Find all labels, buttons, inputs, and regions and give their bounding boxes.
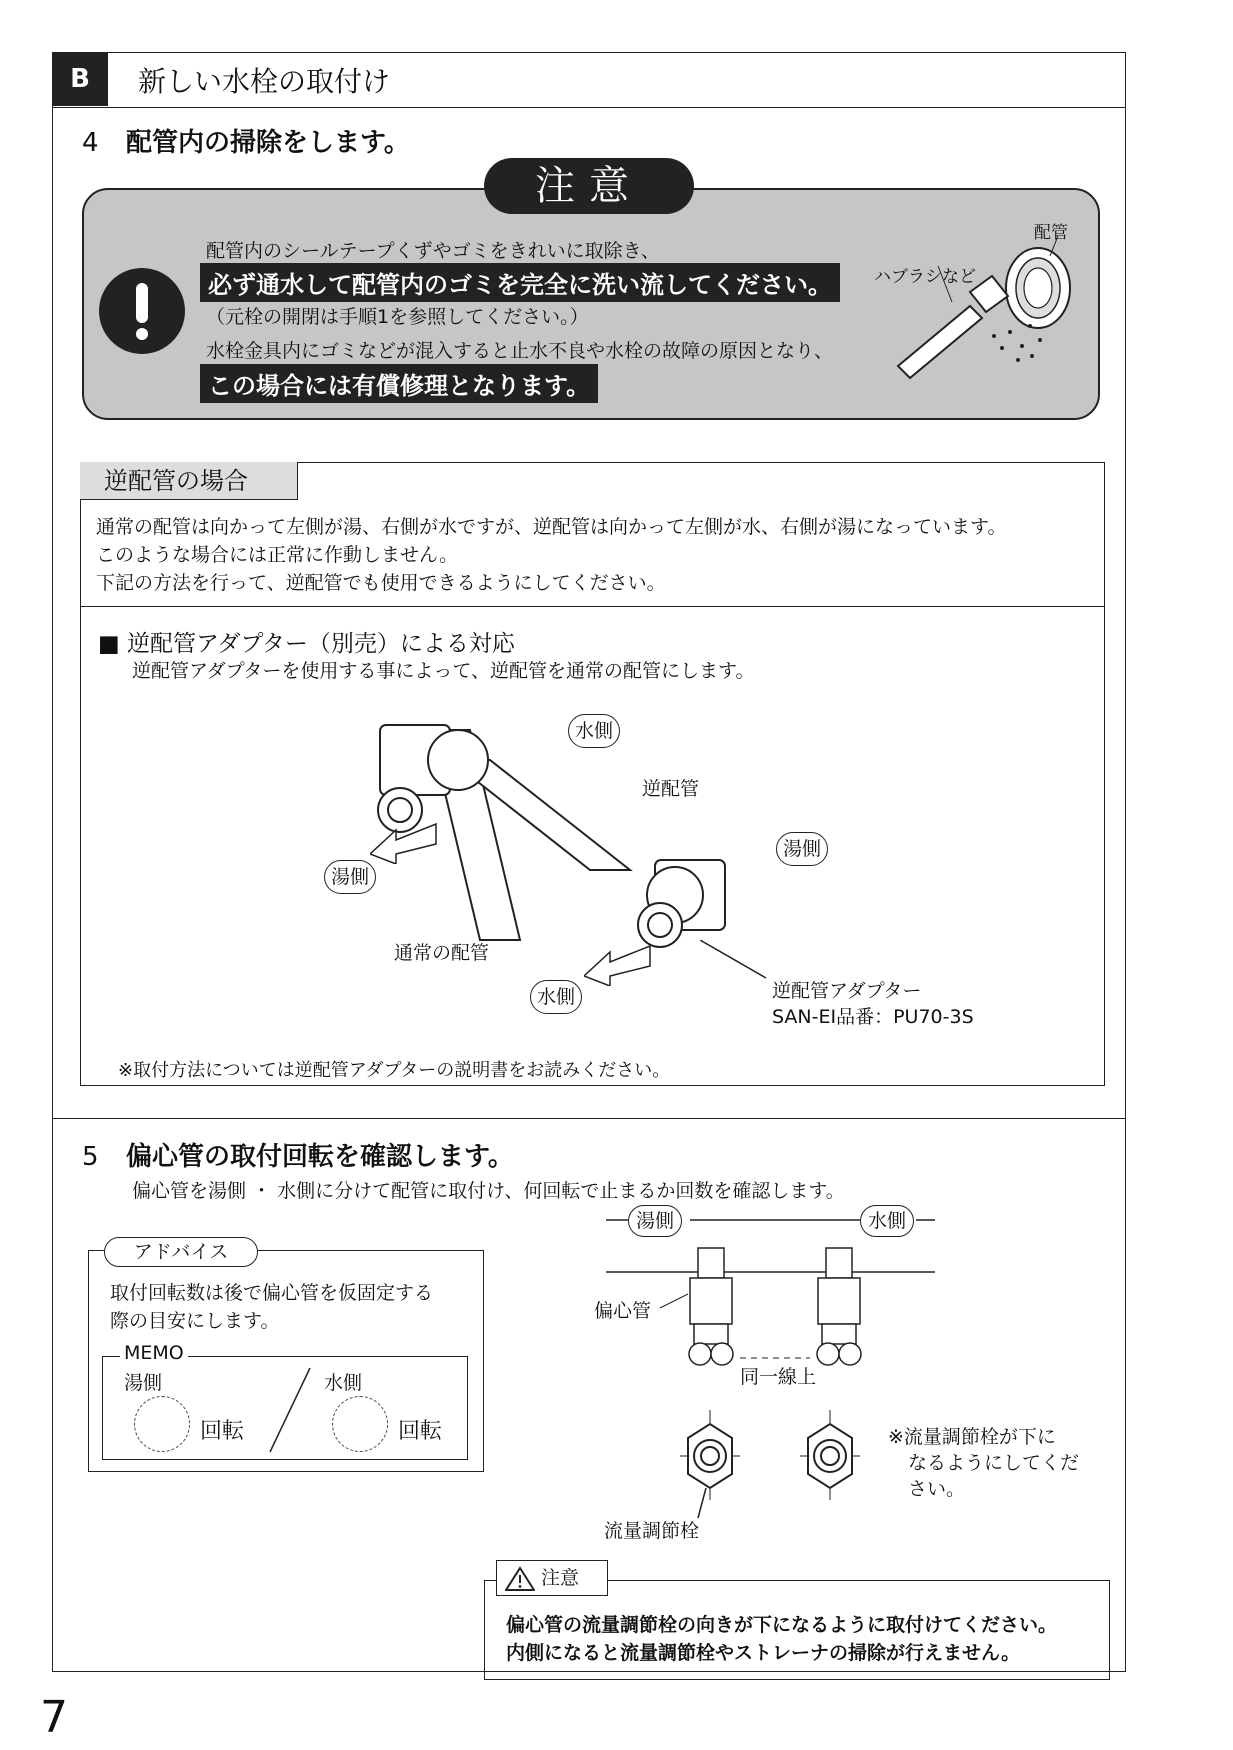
fig5-note3: さい。 <box>908 1478 966 1500</box>
step5-title: 偏心管の取付回転を確認します。 <box>126 1142 514 1172</box>
fig-adapter: 逆配管アダプター <box>772 980 922 1002</box>
reverse-p3: 下記の方法を行って、逆配管でも使用できるようにしてください。 <box>96 572 666 594</box>
section-header <box>52 52 1126 108</box>
advice-text2: 際の目安にします。 <box>110 1310 280 1332</box>
fig5-eccentric: 偏心管 <box>594 1300 652 1322</box>
caution-highlight2: この場合には有償修理となります。 <box>200 364 598 403</box>
caution-title: 注意 <box>484 158 694 214</box>
caution2-line1: 偏心管の流量調節栓の向きが下になるように取付けてください。 <box>506 1614 1058 1636</box>
reverse-p2: このような場合には正常に作動しません。 <box>96 544 459 566</box>
debris-icon <box>992 324 1042 362</box>
flow-valve-water-icon <box>800 1410 860 1500</box>
fig-part-no: SAN-EI品番：PU70-3S <box>772 1006 974 1028</box>
reverse-p1: 通常の配管は向かって左側が湯、右側が水ですが、逆配管は向かって左側が水、右側が湯になっています。 <box>96 516 1007 538</box>
fig-water-top: 水側 <box>568 714 620 748</box>
eccentric-pipe-hot <box>689 1248 733 1365</box>
flow-valve-illustration <box>680 1410 880 1520</box>
label-brush: ハブラシなど <box>874 267 976 287</box>
memo-hot: 湯側 <box>124 1372 163 1394</box>
eccentric-pipe-water <box>817 1248 861 1365</box>
caution2-tab-label: 注意 <box>541 1567 580 1589</box>
fig5-flow-valve: 流量調節栓 <box>604 1520 700 1542</box>
memo-slash <box>266 1366 316 1456</box>
caution-line2: （元栓の開閉は手順1を参照してください。） <box>206 306 589 328</box>
step5-desc: 偏心管を湯側 ・ 水側に分けて配管に取付け、何回転で止まるか回数を確認します。 <box>132 1180 845 1202</box>
brush-pipe-illustration <box>890 236 1090 386</box>
fig-hot-left: 湯側 <box>324 860 376 894</box>
section-letter: B <box>52 52 108 106</box>
fig5-water: 水側 <box>860 1205 914 1237</box>
caution-line3: 水栓金具内にゴミなどが混入すると止水不良や水栓の故障の原因となり、 <box>206 340 834 362</box>
fig-normal-pipe: 通常の配管 <box>394 942 490 964</box>
step5-number: 5 <box>82 1142 99 1172</box>
fig-hot-right: 湯側 <box>776 832 828 866</box>
caution2-tab <box>496 1560 608 1596</box>
page-number: 7 <box>40 1692 68 1743</box>
advice-tab: アドバイス <box>104 1237 258 1267</box>
reverse-piping-tab: 逆配管の場合 <box>80 462 298 500</box>
flow-valve-hot-icon <box>680 1410 740 1500</box>
memo-label: MEMO <box>120 1342 188 1364</box>
step4-title: 配管内の掃除をします。 <box>126 128 410 158</box>
reverse-note: ※取付方法については逆配管アダプターの説明書をお読みください。 <box>118 1060 671 1081</box>
fig5-sameline: 同一線上 <box>740 1366 817 1388</box>
advice-text1: 取付回転数は後で偏心管を仮固定する <box>110 1282 434 1304</box>
fig-reverse-pipe: 逆配管 <box>642 778 700 800</box>
caution2-line2: 内側になると流量調節栓やストレーナの掃除が行えません。 <box>506 1642 1021 1664</box>
memo-water: 水側 <box>324 1372 363 1394</box>
reverse-subtext: 逆配管アダプターを使用する事によって、逆配管を通常の配管にします。 <box>132 660 755 682</box>
caution-highlight1: 必ず通水して配管内のゴミを完全に洗い流してください。 <box>200 263 840 302</box>
fig5-hot: 湯側 <box>628 1205 682 1237</box>
caution-line1: 配管内のシールテープくずやゴミをきれいに取除き、 <box>206 240 660 262</box>
arrow-water-icon <box>584 942 654 986</box>
toothbrush-icon <box>898 266 1008 378</box>
pipe-icon <box>1006 236 1070 328</box>
memo-turn2: 回転 <box>398 1419 443 1444</box>
step5-heading <box>82 1136 514 1173</box>
section-title: 新しい水栓の取付け <box>138 65 391 98</box>
memo-water-circle[interactable] <box>332 1396 388 1452</box>
reverse-subhead: ■ 逆配管アダプター（別売）による対応 <box>98 631 515 657</box>
fig5-note2: なるようにしてくだ <box>908 1452 1080 1474</box>
fig5-note1: ※流量調節栓が下に <box>888 1426 1056 1448</box>
exclamation-icon <box>99 268 185 354</box>
fig-water-bottom: 水側 <box>530 980 582 1014</box>
memo-turn1: 回転 <box>200 1419 245 1444</box>
step4-number: 4 <box>82 128 99 158</box>
section-divider <box>52 1118 1126 1119</box>
memo-hot-circle[interactable] <box>134 1396 190 1452</box>
adapter-leader-line <box>700 940 770 980</box>
arrow-hot-icon <box>370 820 440 864</box>
reverse-divider <box>80 606 1105 607</box>
label-pipe: 配管 <box>1034 223 1068 243</box>
step4-heading <box>82 122 410 159</box>
warning-triangle-icon <box>505 1566 535 1592</box>
